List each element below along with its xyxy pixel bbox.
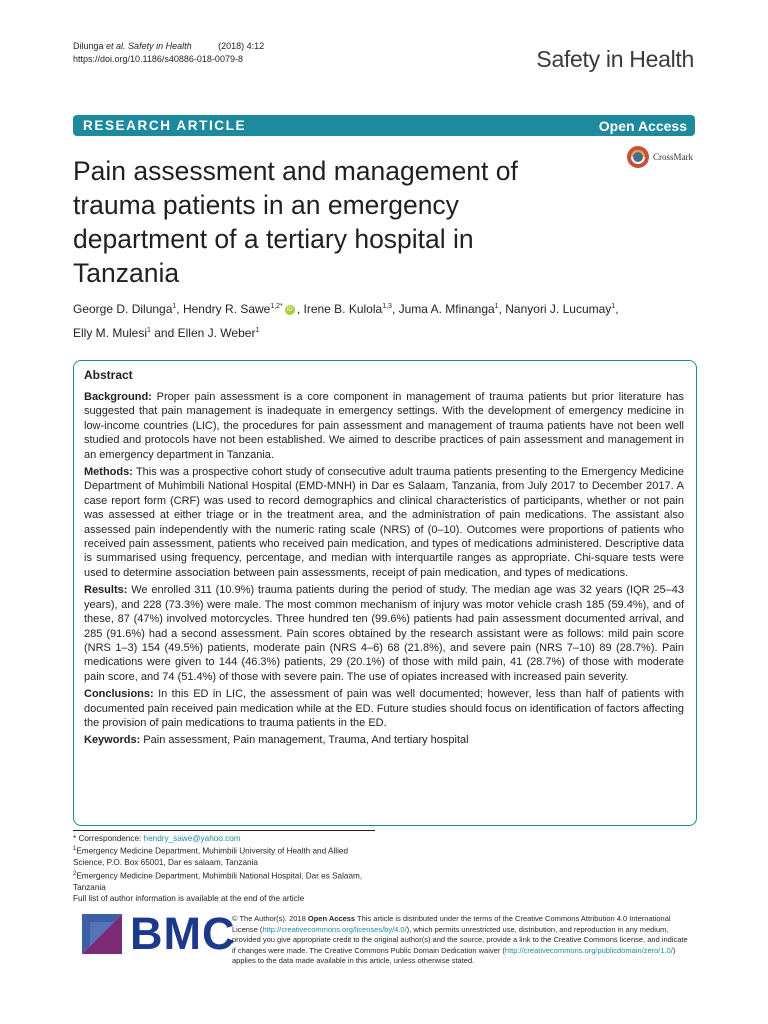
section-text: This was a prospective cohort study of consecutive adult trauma patients presenting to the Emergency Medicine Department of Muhimbili National Hospital (EMD-MNH) in Dar es Salaam, Tanzania, from July 2017 to December 2017. A case report form (CRF) was used to record demographics and clinical characteristics of participants, whether or not pain was assessed at either triage or in the treatment area, and the administration of pain medications. The assistant also assessed pain independently with the numeric rating scale (NRS) of (0–10). Outcomes were proportions of patients who received pain assessment, patients who received pain medication, and types of medications administered. Descriptive data is summarised using frequency, percentage, and median with interquartile ranges as appropriate. Chi-square tests were used to determine association between pain assessments, receipt of pain medication, and types of medications. xyxy=(84,466,684,579)
author-line-2 xyxy=(73,320,633,344)
section-label: Keywords: xyxy=(84,734,141,747)
author-line-1: George D. Dilunga$^1$, Hendry R. Sawe$^{1,2*}$ iD , Irene B. Kulola$^{1,3}$, Juma A. Mfinanga$^1$, Nanyori J. Lucumay$^1$, xyxy=(73,302,619,316)
article-type-banner xyxy=(73,115,695,136)
citation-year: (2018) 4:12 xyxy=(218,41,265,51)
author-name: Elly M. Mulesi xyxy=(73,326,148,340)
correspondence-email-link[interactable]: hendry_sawe@yahoo.com xyxy=(143,834,241,843)
author-name: Nanyori J. Lucumay xyxy=(505,302,612,316)
author-affiliation: 1,3 xyxy=(382,303,392,310)
affiliation-text: Emergency Medicine Department, Muhimbili University of Health and Allied Science, P.O. Box 65001, Dar es salaam, Tanzania xyxy=(73,847,349,868)
abstract-heading: Abstract xyxy=(84,368,133,382)
doi-link[interactable]: https://doi.org/10.1186/s40886-018-0079-8 xyxy=(73,54,243,64)
license-text-3: ) applies to the data made available in this article, unless otherwise stated. xyxy=(232,945,676,965)
cc-by-link[interactable]: http://creativecommons.org/licenses/by/4.0/ xyxy=(262,924,407,934)
correspondence xyxy=(73,833,375,844)
author-affiliation: 1 xyxy=(255,327,260,334)
section-label: Conclusions: xyxy=(84,688,154,701)
citation-line xyxy=(73,40,264,53)
affiliation-text: Emergency Medicine Department, Muhimbili National Hospital, Dar es Salaam, Tanzania xyxy=(73,871,363,892)
license-text-1: This article is distributed under the terms of the Creative Commons Attribution 4.0 International License ( xyxy=(232,914,671,934)
author-name: Irene B. Kulola xyxy=(303,302,383,316)
running-header xyxy=(73,40,264,66)
section-text: Proper pain assessment is a core component in management of trauma patients but prior literature has suggested that pain management is inadequate in emergency settings. With the development of emergency medicine in low-income countries (LIC), the procedures for pain assessment and management of trauma patients have not been well studied and protocols have not been established. We aimed to describe practices of pain assessment and management in an emergency department in Tanzania. xyxy=(84,391,684,461)
footnote-divider xyxy=(73,830,375,831)
author-conjunction: and xyxy=(150,326,178,340)
affiliation-1 xyxy=(73,844,375,868)
author-affiliation: 1,2* xyxy=(270,303,283,310)
license-open-access: Open Access xyxy=(307,914,356,923)
affiliation-number: 1 xyxy=(73,846,77,853)
license-text-2: ), which permits unrestricted use, distribution, and reproduction in any medium, provided you give appropriate credit to the original author(s) and the source, provide a link to the Creative Commons license, and indicate if changes were made. The Creative Commons Public Domain Dedication waiver ( xyxy=(232,924,688,955)
author-list xyxy=(73,296,633,344)
abstract-results xyxy=(84,583,684,684)
author-affiliation: 1 xyxy=(172,303,177,310)
license-copyright: © The Author(s). 2018 xyxy=(232,914,308,923)
author-affiliation: 1 xyxy=(494,303,499,310)
abstract-methods xyxy=(84,465,684,580)
citation-etal: et al. Safety in Health xyxy=(106,41,192,51)
cc-zero-link[interactable]: http://creativecommons.org/publicdomain/zero/1.0/ xyxy=(504,945,673,955)
section-text: Pain assessment, Pain management, Trauma, And tertiary hospital xyxy=(140,734,469,747)
affiliation-number: 2 xyxy=(73,870,77,877)
bmc-logo-text: BMC xyxy=(130,908,236,959)
crossmark-icon xyxy=(626,145,650,169)
author-name: Ellen J. Weber xyxy=(177,326,256,340)
citation-authors: Dilunga xyxy=(73,41,104,51)
license-statement xyxy=(232,914,692,967)
section-text: In this ED in LIC, the assessment of pain was well documented; however, less than half of patients with documented pain received pain medication while at the ED. Future studies should focus on identification of factors affecting the provision of pain medications to trauma patients in the ED. xyxy=(84,688,684,729)
author-affiliation: 1 xyxy=(147,327,151,334)
orcid-icon[interactable]: iD xyxy=(285,305,295,315)
crossmark-badge[interactable] xyxy=(626,145,693,169)
correspondence-label: * Correspondence: xyxy=(73,834,144,843)
author-affiliation: 1 xyxy=(611,303,616,310)
abstract-keywords xyxy=(84,733,684,747)
crossmark-label: CrossMark xyxy=(653,152,693,162)
bmc-mark-icon xyxy=(82,914,122,954)
footnotes xyxy=(73,830,375,904)
abstract-conclusions xyxy=(84,687,684,730)
journal-name: Safety in Health xyxy=(536,46,694,72)
author-name: Juma A. Mfinanga xyxy=(398,302,495,316)
author-name: Hendry R. Sawe xyxy=(182,302,271,316)
author-name: George D. Dilunga xyxy=(73,302,173,316)
article-title: Pain assessment and management of trauma patients in an emergency department of a tertiary hospital in Tanzania xyxy=(73,156,518,288)
section-text: We enrolled 311 (10.9%) trauma patients during the period of study. The median age was 32 years (IQR 25–43 years), and 228 (73.3%) were male. The most common mechanism of injury was motor vehicle crash 185 (59.4%), and of these, 87 (47%) involved motorcycles. Three hundred ten (99.6%) patients had pain assessment documented arrival, and 285 (91.6%) had a second assessment. Pain scores obtained by the research assistant were as follows: mild pain score (NRS 1–3) 154 (49.5%) patients, moderate pain (NRS 4–6) 68 (21.8%), and severe pain (NRS 7–10) 89 (28.7%). Pain medications were given to 144 (46.3%) patients, 29 (20.1%) of those with mild pain, 41 (28.7%) of those with moderate pain score, and 74 (51.4%) of those with severe pain. The use of opiates increased with increased pain severity. xyxy=(84,584,684,683)
affiliation-2 xyxy=(73,869,375,893)
section-label: Results: xyxy=(84,584,128,597)
abstract-background xyxy=(84,390,684,462)
author-info-note: Full list of author information is available at the end of the article xyxy=(73,893,305,903)
section-label: Background: xyxy=(84,391,152,403)
bmc-logo xyxy=(82,908,235,960)
abstract-box xyxy=(73,360,697,826)
article-type: RESEARCH ARTICLE xyxy=(83,118,247,133)
open-access-label: Open Access xyxy=(598,117,687,134)
section-label: Methods: xyxy=(84,466,133,479)
